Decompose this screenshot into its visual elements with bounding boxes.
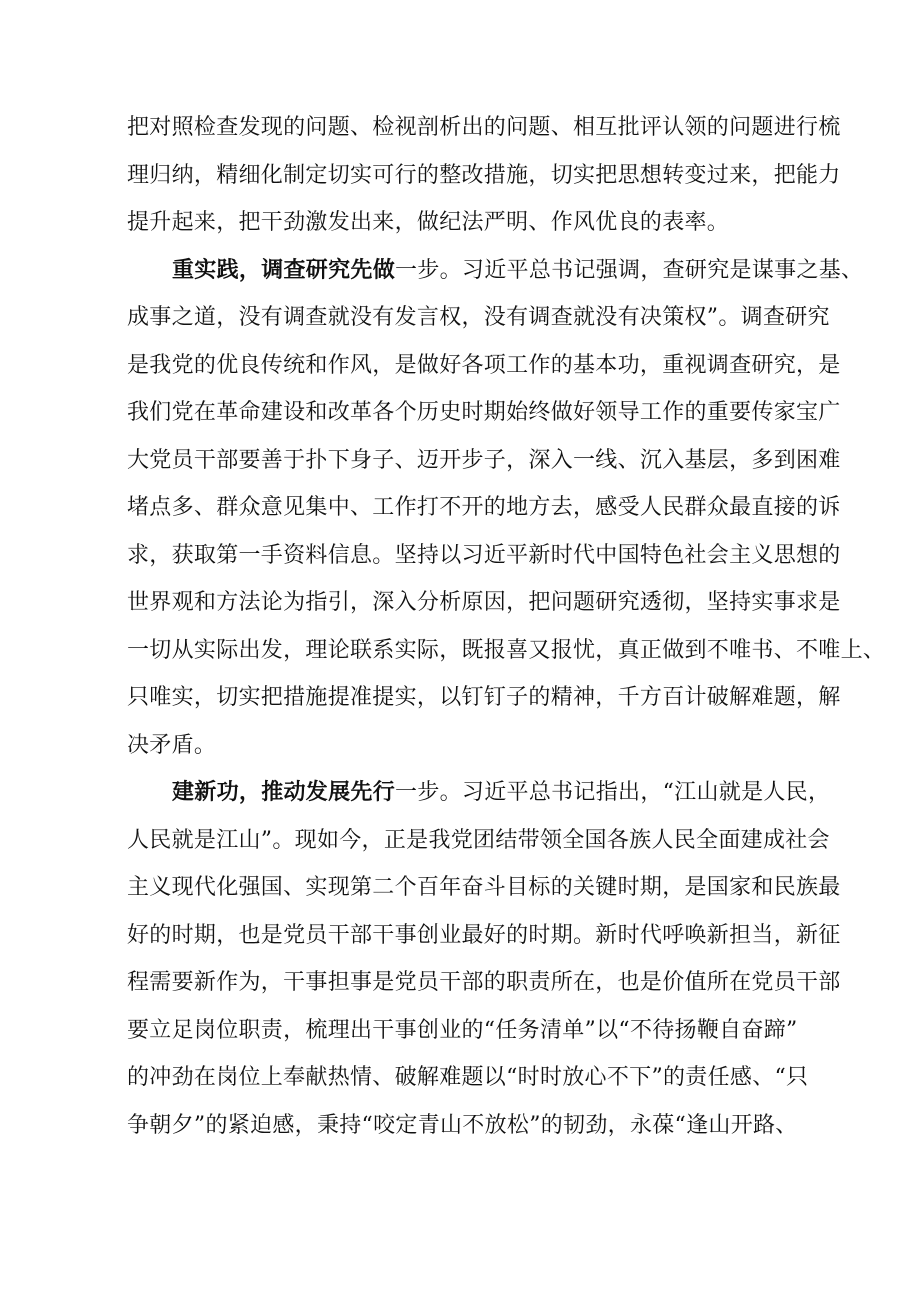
paragraph-2: [127, 247, 886, 770]
text-line: 只唯实，切实把措施提准提实，以钉钉子的精神，千方百计破解难题，解: [127, 685, 841, 710]
text-line: 堵点多、群众意见集中、工作打不开的地方去，感受人民群众最直接的诉: [127, 495, 841, 520]
text-span: 一步。习近平总书记强调，查研究是谋事之基、: [395, 257, 864, 283]
text-line: 好的时期，也是党员干部干事创业最好的时期。新时代呼唤新担当，新征: [127, 922, 841, 948]
text-line: 人民就是江山”。现如今，正是我党团结带领全国各族人民全面建成社会: [127, 827, 830, 853]
paragraph-heading: 重实践，调查研究先做: [172, 256, 396, 283]
text-line: 要立足岗位职责，梳理出干事创业的“任务清单”以“不待扬鞭自奋蹄”: [127, 1017, 798, 1043]
text-line: 是我党的优良传统和作风，是做好各项工作的基本功，重视调查研究，是: [127, 352, 841, 378]
text-line: 把对照检查发现的问题、检视剖析出的问题、相互批评认领的问题进行梳: [127, 115, 841, 140]
text-line: 程需要新作为，干事担事是党员干部的职责所在，也是价值所在党员干部: [127, 970, 841, 995]
text-line: 我们党在革命建设和改革各个历史时期始终做好领导工作的重要传家宝广: [127, 400, 841, 425]
paragraph-heading: 建新功，推动发展先行: [172, 779, 396, 805]
text-line: [127, 247, 864, 295]
text-line: 世界观和方法论为指引，深入分析原因，把问题研究透彻，坚持实事求是: [127, 590, 841, 615]
document-page: [127, 104, 886, 1149]
text-line: 成事之道，没有调查就没有发言权，没有调查就没有决策权”。调查研究: [127, 305, 830, 330]
text-line: 理归纳，精细化制定切实可行的整改措施，切实把思想转变过来，把能力: [127, 162, 841, 188]
text-line: 提升起来，把干劲激发出来，做纪法严明、作风优良的表率。: [127, 210, 730, 235]
text-line: 大党员干部要善于扑下身子、迈开步子，深入一线、沉入基层，多到困难: [127, 447, 841, 473]
text-line: 求，获取第一手资料信息。坚持以习近平新时代中国特色社会主义思想的: [127, 542, 841, 568]
text-line: 主义现代化强国、实现第二个百年奋斗目标的关键时期，是国家和民族最: [127, 875, 841, 900]
text-line: [127, 769, 831, 817]
text-line: 决矛盾。: [127, 732, 217, 758]
text-line: 的冲劲在岗位上奉献热情、破解难题以“时时放心不下”的责任感、“只: [127, 1065, 809, 1090]
paragraph-1: [127, 104, 841, 247]
paragraph-3: [127, 769, 841, 1149]
text-span: 一步。习近平总书记指出，“江山就是人民，: [395, 780, 831, 805]
text-line: 争朝夕”的紧迫感，秉持“咬定青山不放松”的韧劲，永葆“逢山开路、: [127, 1112, 798, 1138]
text-line: 一切从实际出发，理论联系实际，既报喜又报忧，真正做到不唯书、不唯上、: [127, 637, 886, 663]
